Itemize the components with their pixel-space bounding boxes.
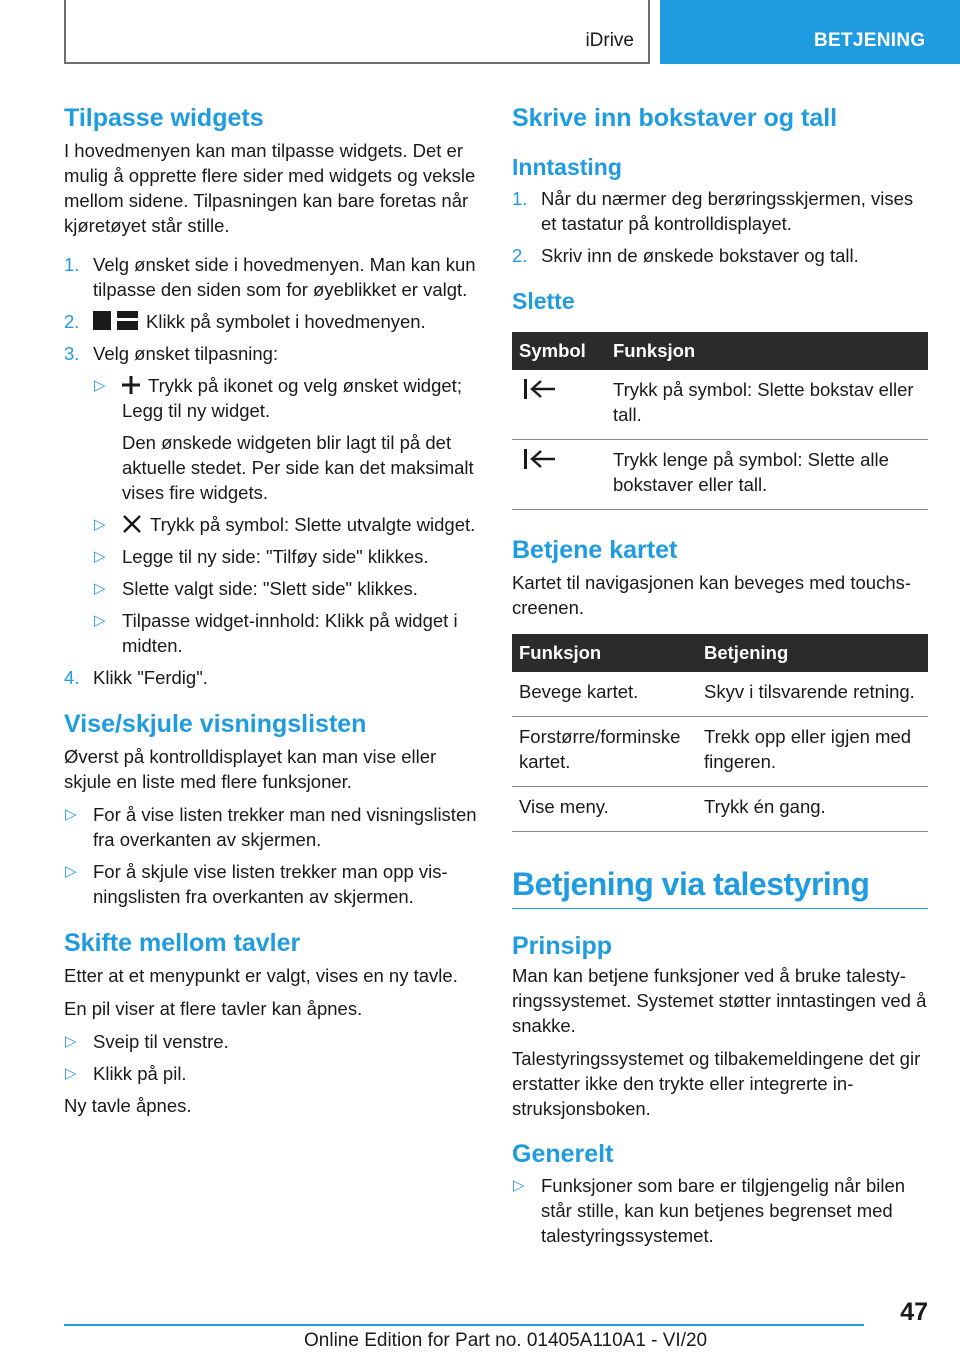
table-row (512, 787, 928, 832)
paragraph: Kartet til navigasjonen kan beveges med touchscreenen. (512, 572, 912, 618)
section-label: BETJENING (814, 30, 926, 51)
list-item (93, 512, 478, 537)
list-item (64, 252, 478, 302)
bullet-triangle-icon: ▷ (94, 548, 106, 565)
list-item (64, 309, 478, 334)
bullet-text: Trykk på symbol: Slette utvalgte widget. (150, 514, 476, 535)
list-item (64, 802, 478, 852)
table-header-row (512, 332, 928, 370)
backspace-arrow-icon (524, 449, 556, 469)
list-item (512, 186, 928, 236)
paragraph: Ny tavle åpnes. (64, 1095, 192, 1116)
bullet-text: Slette valgt side: "Slett side" klikkes. (122, 578, 418, 599)
bullet-text: Klikk på pil. (93, 1063, 187, 1084)
bullet-triangle-icon: ▷ (94, 516, 106, 533)
page-number: 47 (900, 1298, 928, 1326)
bullet-triangle-icon: ▷ (65, 863, 77, 880)
paragraph: I hovedmenyen kan man tilpasse widgets. Det er mulig å opprette flere sider med widgets og veksle mellom sidene. Tilpasningen kan bare foretas når kjøretøyet står stille. (64, 140, 476, 236)
list-item (93, 608, 478, 658)
table-row (512, 672, 928, 717)
paragraph: Man kan betjene funksjoner ved å bruke talestyringssystemet. Systemet støtter inntastingen ved å snakke. (512, 965, 927, 1036)
paragraph: Øverst på kontrolldisplayet kan man vise eller skjule en liste med flere funksjoner. (64, 746, 437, 792)
bullet-text: Tilpasse widget-innhold: Klikk på widget i midten. (122, 610, 458, 656)
list-item (93, 576, 478, 601)
heading-skifte-tavler: Skifte mellom tavler (64, 929, 301, 957)
backspace-arrow-icon (524, 379, 556, 399)
table-cell: Trykk på symbol: Slette bokstav eller tall. (606, 370, 928, 440)
list-item (64, 1061, 478, 1086)
table-cell: Bevege kartet. (512, 672, 697, 717)
list-item (64, 665, 478, 690)
step-number: 4. (64, 667, 80, 688)
table-cell: Vise meny. (512, 787, 697, 832)
paragraph: Den ønskede widgeten blir lagt til på det aktuelle stedet. Per side kan det maksimalt vises fire widgets. (122, 432, 474, 503)
bullet-text: Sveip til venstre. (93, 1031, 229, 1052)
subheading-slette: Slette (512, 288, 575, 314)
step-text: Klikk "Ferdig". (93, 667, 208, 688)
column-header: Funksjon (512, 634, 697, 672)
table-cell: Trykk én gang. (697, 787, 928, 832)
table-cell (512, 370, 606, 440)
table-cell: Trekk opp eller igjen med fingeren. (697, 717, 928, 787)
bullet-text: For å vise listen trekker man ned visningslisten fra overkanten av skjermen. (93, 804, 477, 850)
step-text: Når du nærmer deg berøringsskjermen, vises et tastatur på kontrolldisplayet. (541, 188, 914, 234)
heading-tilpasse-widgets: Tilpasse widgets (64, 104, 264, 132)
bullet-text: Trykk på ikonet og velg ønsket widget; Legg til ny widget. (122, 375, 462, 421)
paragraph: Etter at et menypunkt er valgt, vises en ny tavle. (64, 965, 458, 986)
table-row (512, 370, 928, 440)
edition-text: Online Edition for Part no. 01405A110A1 - VI/20 (304, 1330, 708, 1351)
column-header: Betjening (697, 634, 928, 672)
step-text: Velg ønsket tilpasning: (93, 343, 279, 364)
list-item (64, 859, 478, 909)
section-tab (660, 0, 960, 64)
list-item (93, 373, 478, 423)
paragraph: En pil viser at flere tavler kan åpnes. (64, 998, 363, 1019)
page-header (0, 0, 960, 66)
bullet-triangle-icon: ▷ (94, 612, 106, 629)
table-header-row (512, 634, 928, 672)
plus-icon (122, 376, 140, 394)
heading-skrive-inn: Skrive inn bokstaver og tall (512, 104, 838, 132)
paragraph: Talestyringssystemet og tilbakemeldingene det gir erstatter ikke den trykte eller integrerte instruksjonsboken. (512, 1048, 921, 1119)
table-cell: Trykk lenge på symbol: Slette alle bokstaver eller tall. (606, 440, 928, 510)
step-text: Klikk på symbolet i hovedmenyen. (146, 311, 426, 332)
table-cell (512, 440, 606, 510)
chapter-heading-talestyring: Betjening via talestyring (512, 864, 928, 909)
column-header: Funksjon (606, 332, 928, 370)
heading-betjene-kartet: Betjene kartet (512, 536, 678, 564)
step-number: 1. (512, 188, 528, 209)
chapter-tab (64, 0, 650, 64)
step-text: Skriv inn de ønskede bokstaver og tall. (541, 245, 859, 266)
step-number: 1. (64, 254, 80, 275)
subheading-inntasting: Inntasting (512, 154, 622, 180)
bullet-triangle-icon: ▷ (65, 1065, 77, 1082)
subheading-generelt: Generelt (512, 1140, 614, 1168)
column-header: Symbol (512, 332, 606, 370)
table-cell: Skyv i tilsvarende retning. (697, 672, 928, 717)
bullet-text: Funksjoner som bare er tilgjengelig når bilen står stille, kan kun betjenes begrenset med talestyringssystemet. (541, 1175, 906, 1246)
list-item (64, 1029, 478, 1054)
footer-divider (64, 1324, 864, 1326)
bullet-triangle-icon: ▷ (94, 377, 106, 394)
widget-layout-icon (93, 311, 138, 330)
delete-symbol-table (512, 332, 928, 510)
left-column (64, 102, 478, 1126)
chapter-label: iDrive (585, 30, 634, 51)
table-cell: Forstørre/forminske kartet. (512, 717, 697, 787)
step-text: Velg ønsket side i hovedmenyen. Man kan kun tilpasse den siden som for øyeblikket er valgt. (93, 254, 476, 300)
map-operation-table (512, 634, 928, 832)
subheading-prinsipp: Prinsipp (512, 932, 613, 960)
heading-vise-skjule: Vise/skjule visningslisten (64, 710, 367, 738)
step-number: 2. (512, 245, 528, 266)
list-item (512, 1173, 928, 1248)
close-icon (122, 515, 142, 533)
bullet-triangle-icon: ▷ (65, 1033, 77, 1050)
table-row (512, 717, 928, 787)
right-column (512, 102, 928, 1255)
step-number: 3. (64, 343, 80, 364)
step-number: 2. (64, 311, 80, 332)
table-row (512, 440, 928, 510)
bullet-triangle-icon: ▷ (65, 806, 77, 823)
list-item (512, 243, 928, 268)
list-item (93, 544, 478, 569)
bullet-text: Legge til ny side: "Tilføy side" klikkes. (122, 546, 429, 567)
bullet-text: For å skjule vise listen trekker man opp visningslisten fra overkanten av skjermen. (93, 861, 448, 907)
bullet-triangle-icon: ▷ (513, 1177, 525, 1194)
bullet-triangle-icon: ▷ (94, 580, 106, 597)
list-item (64, 341, 478, 366)
